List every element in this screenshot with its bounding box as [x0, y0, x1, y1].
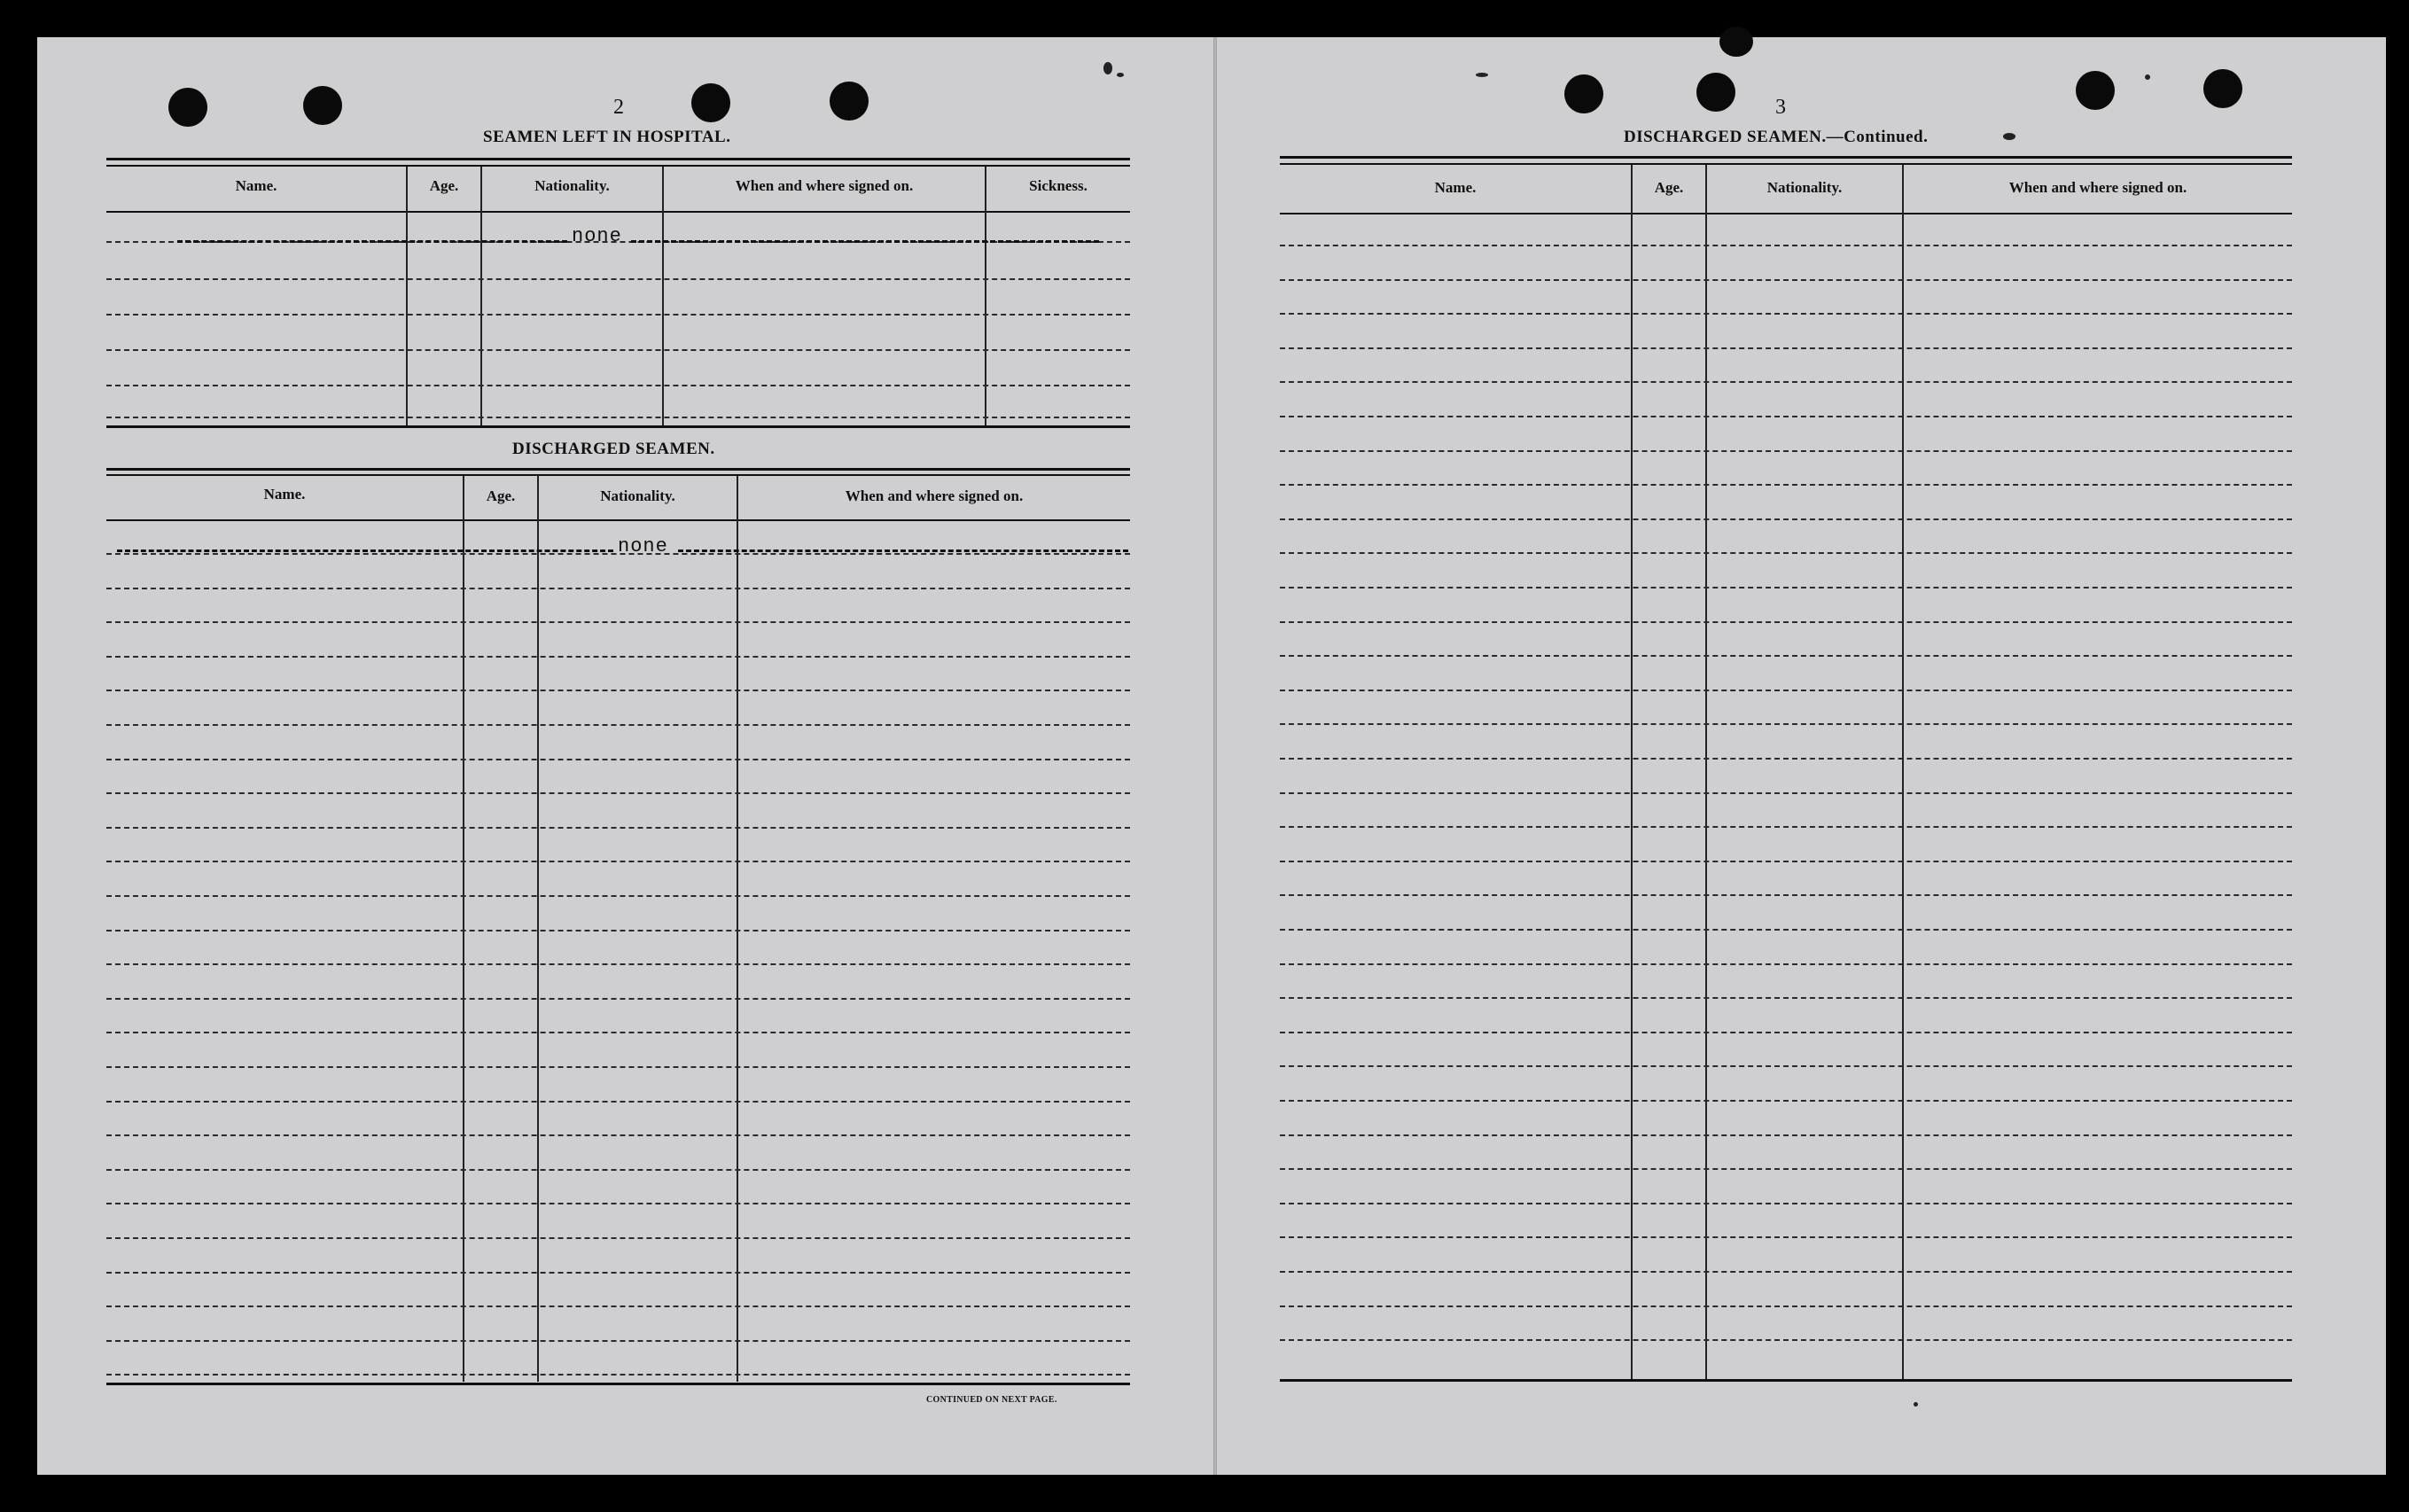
hospital-section-title: SEAMEN LEFT IN HOSPITAL.	[483, 128, 731, 146]
strike-line	[631, 240, 1099, 243]
speck	[2003, 133, 2015, 140]
page-fold	[1213, 37, 1217, 1475]
ruled-line	[1280, 621, 2292, 623]
ruled-line	[1280, 1134, 2292, 1136]
ruled-line	[1280, 1305, 2292, 1307]
discharged-bottom-rule	[106, 1383, 1130, 1385]
ruled-line	[106, 963, 1130, 965]
col-head-nationality: Nationality.	[1766, 179, 1843, 196]
discharged-entry: none	[618, 535, 668, 557]
ruled-line	[106, 827, 1130, 829]
ruled-line	[1280, 313, 2292, 315]
ruled-line	[106, 417, 1130, 418]
column-divider	[406, 167, 408, 425]
ruled-line	[1280, 279, 2292, 281]
hospital-header-rule	[106, 211, 1130, 213]
col-head-signed-on: When and where signed on.	[735, 177, 914, 194]
column-divider	[737, 476, 738, 1382]
continued-bottom-rule	[1280, 1379, 2292, 1382]
ruled-line	[106, 1237, 1130, 1239]
column-divider	[537, 476, 539, 1382]
col-head-sickness: Sickness.	[1029, 177, 1088, 194]
speck	[1103, 62, 1112, 74]
hospital-bottom-rule	[106, 425, 1130, 428]
ruled-line	[1280, 861, 2292, 862]
col-head-nationality: Nationality.	[600, 487, 675, 504]
ruled-line	[1280, 450, 2292, 452]
punch-hole	[1696, 73, 1735, 112]
page-number: 3	[1775, 96, 1786, 119]
ruled-line	[106, 1032, 1130, 1033]
ruled-line	[1280, 1168, 2292, 1170]
ruled-line	[1280, 1271, 2292, 1273]
strike-line	[117, 549, 613, 552]
ruled-line	[1280, 997, 2292, 999]
ruled-line	[1280, 552, 2292, 554]
ruled-line	[1280, 963, 2292, 965]
ruled-line	[106, 1272, 1130, 1274]
ruled-line	[1280, 416, 2292, 417]
ruled-line	[106, 1134, 1130, 1136]
column-divider	[662, 167, 664, 425]
ruled-line	[106, 621, 1130, 623]
ruled-line	[106, 1305, 1130, 1307]
col-head-signed-on: When and where signed on.	[845, 487, 1024, 504]
ruled-line	[1280, 347, 2292, 349]
ruled-line	[1280, 1339, 2292, 1341]
ruled-line	[106, 1340, 1130, 1342]
continued-note: CONTINUED ON NEXT PAGE.	[926, 1395, 1057, 1405]
continued-header-rule	[1280, 213, 2292, 214]
ruled-line	[106, 792, 1130, 794]
strike-line	[678, 549, 1128, 552]
punch-hole	[1719, 27, 1753, 57]
punch-hole	[303, 86, 342, 125]
col-head-nationality: Nationality.	[534, 177, 610, 194]
col-head-age: Age.	[429, 177, 459, 194]
speck	[1914, 1402, 1918, 1407]
ruled-line	[1280, 723, 2292, 725]
hospital-entry: none	[572, 225, 622, 247]
ruled-line	[1280, 381, 2292, 383]
ruled-line	[1280, 1032, 2292, 1033]
ruled-line	[1280, 1203, 2292, 1204]
ruled-line	[106, 861, 1130, 862]
ruled-line	[1280, 894, 2292, 896]
ruled-line	[106, 656, 1130, 658]
ruled-line	[106, 930, 1130, 931]
ruled-line	[106, 314, 1130, 316]
ruled-line	[1280, 655, 2292, 657]
col-head-age: Age.	[486, 487, 516, 504]
ruled-line	[1280, 826, 2292, 828]
ruled-line	[106, 1066, 1130, 1068]
discharged-continued-title: DISCHARGED SEAMEN.—Continued.	[1624, 128, 1929, 146]
discharged-top-rule-thin	[106, 474, 1130, 476]
ruled-line	[106, 690, 1130, 691]
ruled-line	[1280, 245, 2292, 246]
continued-top-rule	[1280, 156, 2292, 159]
ruled-line	[106, 1101, 1130, 1103]
punch-hole	[2076, 71, 2115, 110]
ruled-line	[106, 895, 1130, 897]
col-head-name: Name.	[1434, 179, 1477, 196]
col-head-age: Age.	[1654, 179, 1684, 196]
ruled-line	[106, 278, 1130, 280]
column-divider	[463, 476, 464, 1382]
col-head-name: Name.	[263, 486, 306, 503]
discharged-top-rule	[106, 468, 1130, 471]
punch-hole	[2203, 69, 2242, 108]
discharged-section-title: DISCHARGED SEAMEN.	[512, 440, 715, 458]
ruled-line	[106, 349, 1130, 351]
hospital-top-rule	[106, 158, 1130, 160]
ruled-line	[106, 759, 1130, 760]
punch-hole	[691, 83, 730, 122]
ruled-line	[1280, 758, 2292, 760]
strike-line	[177, 240, 567, 243]
column-divider	[985, 167, 986, 425]
ruled-line	[1280, 792, 2292, 794]
ruled-line	[1280, 929, 2292, 931]
ruled-line	[106, 588, 1130, 589]
speck	[2145, 74, 2150, 80]
ruled-line	[1280, 518, 2292, 520]
discharged-header-rule	[106, 519, 1130, 521]
ruled-line	[1280, 484, 2292, 486]
ruled-line	[1280, 690, 2292, 691]
ruled-line	[1280, 1100, 2292, 1102]
ruled-line	[106, 998, 1130, 1000]
ruled-line	[106, 1374, 1130, 1376]
right-page	[1216, 37, 2386, 1475]
speck	[1476, 73, 1488, 77]
ruled-line	[1280, 1236, 2292, 1238]
hospital-top-rule-thin	[106, 165, 1130, 167]
page-number: 2	[613, 96, 624, 119]
ruled-line	[1280, 587, 2292, 588]
punch-hole	[830, 82, 869, 121]
col-head-signed-on: When and where signed on.	[2008, 179, 2187, 196]
punch-hole	[168, 88, 207, 127]
col-head-name: Name.	[235, 177, 277, 194]
ruled-line	[106, 385, 1130, 386]
ruled-line	[1280, 1065, 2292, 1067]
punch-hole	[1564, 74, 1603, 113]
speck	[1117, 73, 1124, 77]
left-page	[37, 37, 1214, 1475]
continued-top-rule-thin	[1280, 163, 2292, 165]
ruled-line	[106, 724, 1130, 726]
ruled-line	[106, 1169, 1130, 1171]
column-divider	[480, 167, 482, 425]
ruled-line	[106, 1203, 1130, 1204]
